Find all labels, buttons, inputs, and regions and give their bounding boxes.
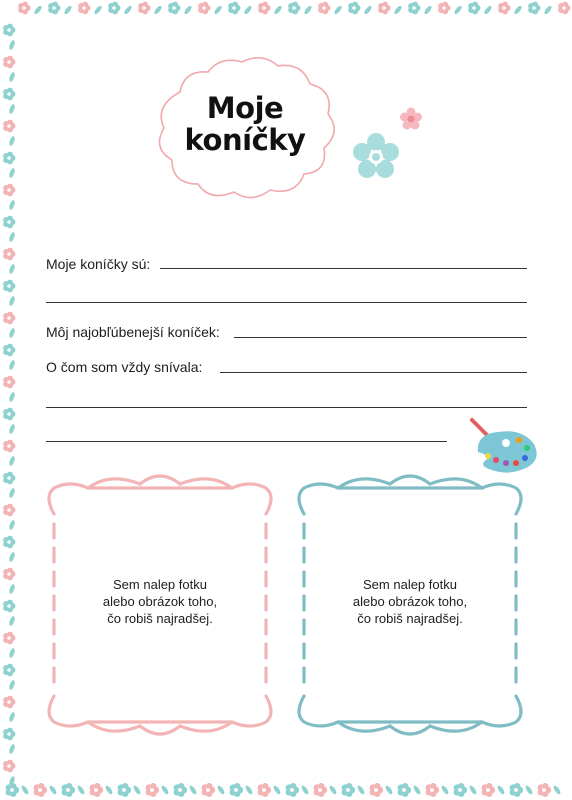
border-flower-icon bbox=[3, 120, 15, 133]
hobbies-label: Moje koníčky sú: bbox=[46, 256, 151, 272]
border-flower-icon bbox=[3, 600, 15, 613]
border-leaf-icon bbox=[153, 5, 163, 15]
border-flower-icon bbox=[3, 440, 15, 453]
border-leaf-icon bbox=[76, 785, 85, 796]
photo-frame-right-text bbox=[310, 576, 510, 627]
border-flower-icon bbox=[398, 783, 412, 797]
border-flower-icon bbox=[498, 2, 510, 15]
border-flower-icon bbox=[454, 783, 468, 797]
border-leaf-icon bbox=[412, 785, 421, 796]
border-flower-icon bbox=[378, 2, 390, 15]
border-leaf-icon bbox=[8, 776, 16, 787]
dream-label: O čom som vždy snívala: bbox=[46, 359, 203, 375]
border-leaf-icon bbox=[300, 785, 309, 796]
border-leaf-icon bbox=[93, 5, 103, 15]
border-flower-icon bbox=[3, 536, 15, 549]
border-leaf-icon bbox=[8, 392, 16, 403]
border-flower-icon bbox=[426, 783, 440, 797]
photo-right-line3: čo robiš najradšej. bbox=[357, 611, 463, 626]
border-flower-icon bbox=[3, 312, 15, 325]
photo-right-line1: Sem nalep fotku bbox=[363, 577, 457, 592]
border-flower-icon bbox=[3, 88, 15, 101]
border-flower-icon bbox=[230, 783, 244, 797]
small-flower-icon bbox=[398, 106, 424, 132]
border-leaf-icon bbox=[8, 744, 16, 755]
border-leaf-icon bbox=[543, 5, 553, 15]
border-flower-icon bbox=[348, 2, 360, 15]
border-leaf-icon bbox=[216, 785, 225, 796]
border-flower-icon bbox=[3, 408, 15, 421]
border-flower-icon bbox=[538, 783, 552, 797]
border-flower-icon bbox=[528, 2, 540, 15]
border-flower-icon bbox=[3, 280, 15, 293]
hobbies-line-2[interactable] bbox=[46, 302, 527, 303]
border-flower-icon bbox=[3, 184, 15, 197]
border-flower-icon bbox=[3, 504, 15, 517]
border-leaf-icon bbox=[440, 785, 449, 796]
border-leaf-icon bbox=[8, 104, 16, 115]
border-leaf-icon bbox=[104, 785, 113, 796]
border-leaf-icon bbox=[183, 5, 193, 15]
border-flower-icon bbox=[3, 376, 15, 389]
photo-frame-left-text bbox=[60, 576, 260, 627]
border-leaf-icon bbox=[8, 520, 16, 531]
border-flower-icon bbox=[314, 783, 328, 797]
border-flower-icon bbox=[228, 2, 240, 15]
border-leaf-icon bbox=[513, 5, 523, 15]
border-flower-icon bbox=[3, 568, 15, 581]
border-leaf-icon bbox=[328, 785, 337, 796]
page-title bbox=[150, 92, 340, 156]
border-flower-icon bbox=[558, 2, 570, 15]
border-flower-icon bbox=[34, 783, 48, 797]
large-flower-icon bbox=[350, 132, 402, 182]
border-leaf-icon bbox=[48, 785, 57, 796]
border-flower-icon bbox=[146, 783, 160, 797]
page-title-line1: Moje bbox=[206, 91, 284, 125]
border-leaf-icon bbox=[453, 5, 463, 15]
border-leaf-icon bbox=[8, 168, 16, 179]
border-leaf-icon bbox=[20, 785, 29, 796]
dream-line-1[interactable] bbox=[220, 372, 527, 373]
border-flower-icon bbox=[468, 2, 480, 15]
border-leaf-icon bbox=[393, 5, 403, 15]
border-leaf-icon bbox=[8, 328, 16, 339]
border-leaf-icon bbox=[132, 785, 141, 796]
border-leaf-icon bbox=[384, 785, 393, 796]
border-flower-icon bbox=[118, 783, 132, 797]
border-leaf-icon bbox=[244, 785, 253, 796]
border-flower-icon bbox=[168, 2, 180, 15]
border-leaf-icon bbox=[243, 5, 253, 15]
border-leaf-icon bbox=[468, 785, 477, 796]
dream-line-2[interactable] bbox=[46, 407, 527, 408]
border-leaf-icon bbox=[272, 785, 281, 796]
border-leaf-icon bbox=[8, 584, 16, 595]
border-flower-icon bbox=[438, 2, 450, 15]
border-flower-icon bbox=[90, 783, 104, 797]
border-flower-icon bbox=[258, 2, 270, 15]
page-title-line2: koníčky bbox=[184, 123, 306, 157]
border-leaf-icon bbox=[8, 40, 16, 51]
border-leaf-icon bbox=[213, 5, 223, 15]
dream-line-3[interactable] bbox=[46, 441, 447, 442]
border-leaf-icon bbox=[8, 296, 16, 307]
border-flower-icon bbox=[408, 2, 420, 15]
floral-border-bottom bbox=[0, 778, 572, 800]
border-leaf-icon bbox=[8, 552, 16, 563]
border-flower-icon bbox=[482, 783, 496, 797]
border-flower-icon bbox=[3, 24, 15, 37]
border-leaf-icon bbox=[8, 232, 16, 243]
border-flower-icon bbox=[370, 783, 384, 797]
border-leaf-icon bbox=[363, 5, 373, 15]
photo-right-line2: alebo obrázok toho, bbox=[352, 594, 468, 609]
border-flower-icon bbox=[48, 2, 60, 15]
photo-left-line2: alebo obrázok toho, bbox=[102, 594, 218, 609]
border-flower-icon bbox=[3, 152, 15, 165]
favorite-hobby-line[interactable] bbox=[234, 337, 527, 338]
border-leaf-icon bbox=[8, 360, 16, 371]
border-flower-icon bbox=[108, 2, 120, 15]
floral-border-top bbox=[0, 0, 572, 20]
border-flower-icon bbox=[198, 2, 210, 15]
hobbies-line-1[interactable] bbox=[160, 268, 527, 269]
border-leaf-icon bbox=[496, 785, 505, 796]
border-leaf-icon bbox=[188, 785, 197, 796]
border-leaf-icon bbox=[8, 616, 16, 627]
photo-left-line3: čo robiš najradšej. bbox=[107, 611, 213, 626]
border-flower-icon bbox=[3, 344, 15, 357]
border-leaf-icon bbox=[160, 785, 169, 796]
border-leaf-icon bbox=[423, 5, 433, 15]
border-flower-icon bbox=[510, 783, 524, 797]
border-leaf-icon bbox=[8, 680, 16, 691]
photo-left-line1: Sem nalep fotku bbox=[113, 577, 207, 592]
border-leaf-icon bbox=[63, 5, 73, 15]
border-flower-icon bbox=[3, 472, 15, 485]
border-leaf-icon bbox=[8, 72, 16, 83]
border-flower-icon bbox=[258, 783, 272, 797]
border-leaf-icon bbox=[33, 5, 43, 15]
border-flower-icon bbox=[202, 783, 216, 797]
border-leaf-icon bbox=[8, 200, 16, 211]
border-flower-icon bbox=[138, 2, 150, 15]
border-flower-icon bbox=[78, 2, 90, 15]
border-flower-icon bbox=[3, 760, 15, 773]
border-leaf-icon bbox=[8, 424, 16, 435]
border-flower-icon bbox=[3, 248, 15, 261]
border-leaf-icon bbox=[8, 136, 16, 147]
border-flower-icon bbox=[342, 783, 356, 797]
border-flower-icon bbox=[3, 632, 15, 645]
border-leaf-icon bbox=[8, 488, 16, 499]
border-leaf-icon bbox=[524, 785, 533, 796]
border-leaf-icon bbox=[8, 456, 16, 467]
border-flower-icon bbox=[286, 783, 300, 797]
border-leaf-icon bbox=[333, 5, 343, 15]
border-leaf-icon bbox=[123, 5, 133, 15]
border-flower-icon bbox=[318, 2, 330, 15]
border-flower-icon bbox=[3, 56, 15, 69]
border-leaf-icon bbox=[273, 5, 283, 15]
border-leaf-icon bbox=[552, 785, 561, 796]
border-flower-icon bbox=[288, 2, 300, 15]
border-flower-icon bbox=[174, 783, 188, 797]
border-leaf-icon bbox=[8, 712, 16, 723]
floral-border-left bbox=[0, 0, 20, 800]
border-flower-icon bbox=[18, 2, 30, 15]
border-leaf-icon bbox=[8, 264, 16, 275]
border-leaf-icon bbox=[303, 5, 313, 15]
border-flower-icon bbox=[3, 728, 15, 741]
border-leaf-icon bbox=[483, 5, 493, 15]
border-flower-icon bbox=[3, 696, 15, 709]
favorite-hobby-label: Môj najobľúbenejší koníček: bbox=[46, 324, 220, 340]
border-leaf-icon bbox=[356, 785, 365, 796]
border-leaf-icon bbox=[8, 648, 16, 659]
border-flower-icon bbox=[62, 783, 76, 797]
border-flower-icon bbox=[3, 216, 15, 229]
border-flower-icon bbox=[3, 664, 15, 677]
